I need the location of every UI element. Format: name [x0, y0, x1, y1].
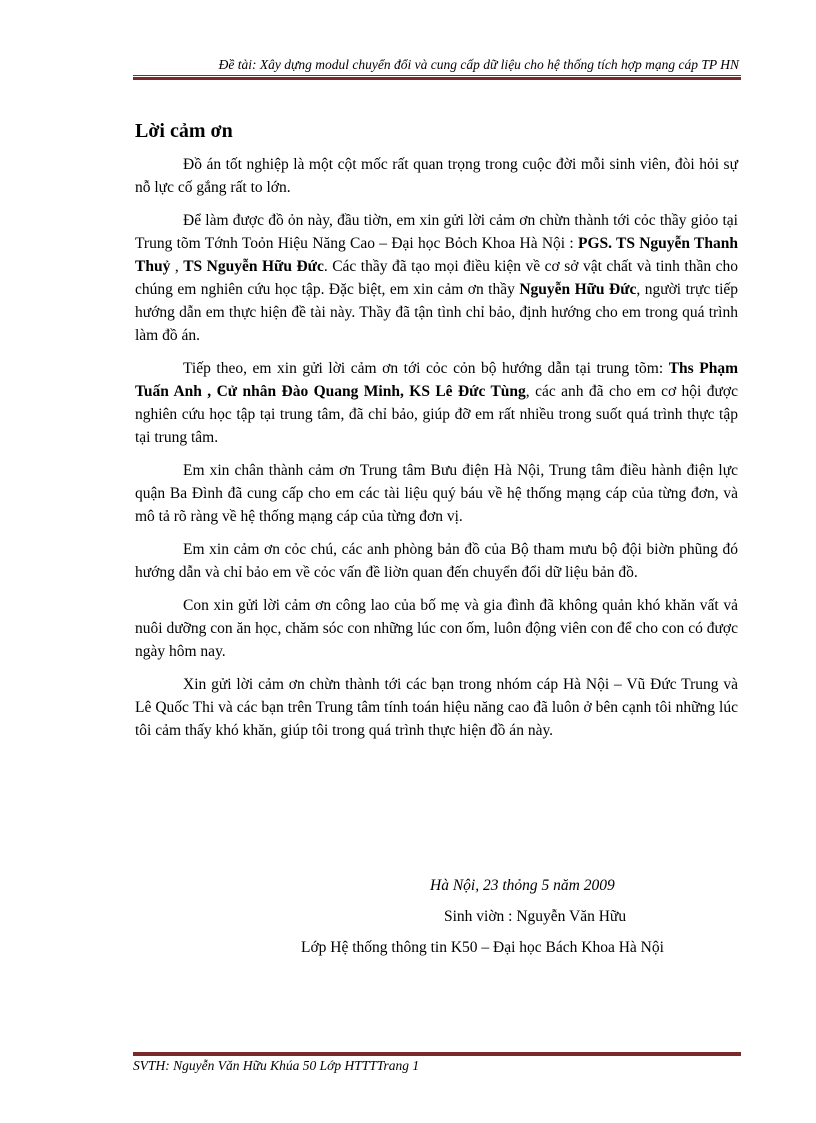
signature-student: Sinh viờn : Nguyễn Văn Hữu: [444, 908, 627, 925]
paragraph-2-text-a: Để làm được đồ ỏn này, đầu tiờn, em xin gửi lời cảm ơn chừn thành tới cỏc thầy giỏo tại Trung tõm Tớnh Toỏn Hiệu Năng Cao – Đại học Bỏch Khoa Hà Nội :: [135, 212, 738, 252]
page-footer: SVTH: Nguyễn Văn Hữu Khúa 50 Lớp HTTTTrang 1: [133, 1058, 420, 1073]
mentor-names: Ths Phạm Tuấn Anh , Cử nhân Đào Quang Minh, KS Lê Đức Tùng: [135, 360, 738, 400]
advisor-name-2: TS Nguyễn Hữu Đức: [183, 258, 324, 275]
paragraph-3-text-a: Tiếp theo, em xin gửi lời cảm ơn tới cỏc cỏn bộ hướng dẫn tại trung tõm:: [183, 360, 664, 377]
paragraph-2: [135, 209, 738, 347]
acknowledgement-body: [135, 153, 738, 752]
signature-date: Hà Nội, 23 thỏng 5 năm 2009: [430, 877, 615, 894]
paragraph-2-separator: ,: [170, 258, 184, 275]
section-title: Lời cảm ơn: [135, 120, 233, 142]
paragraph-4: Em xin chân thành cảm ơn Trung tâm Bưu điện Hà Nội, Trung tâm điều hành điện lực quận Ba Đình đã cung cấp cho em các tài liệu quý báu về hệ thống mạng cáp của từng đơn, và mô tả rõ ràng về hệ thống mạng cáp của từng đơn vị.: [135, 462, 738, 525]
advisor-name-3: Nguyễn Hữu Đức: [519, 281, 637, 298]
footer-rule: [133, 1051, 741, 1056]
paragraph-3: [135, 357, 738, 449]
paragraph-2-text-d: , người trực tiếp hướng dẫn em thực hiện đề tài này. Thầy đã tận tình chỉ bảo, định hướng cho em trong quá trình làm đồ án.: [135, 281, 739, 344]
advisor-name-1: PGS. TS Nguyễn Thanh Thuỷ: [135, 235, 739, 275]
paragraph-5: Em xin cảm ơn cỏc chú, các anh phòng bản đồ của Bộ tham mưu bộ đội biờn phũng đó hướng dẫn và chỉ bảo em về cỏc vấn đề liờn quan đến chuyển đổi dữ liệu bản đồ.: [135, 541, 738, 581]
header-rule: [133, 75, 741, 80]
page-header: Đề tài: Xây dựng modul chuyển đổi và cung cấp dữ liệu cho hệ thống tích hợp mạng cáp TP HN: [218, 57, 739, 72]
signature-class: Lớp Hệ thống thông tin K50 – Đại học Bách Khoa Hà Nội: [301, 939, 664, 956]
paragraph-7: Xin gửi lời cảm ơn chừn thành tới các bạn trong nhóm cáp Hà Nội – Vũ Đức Trung và Lê Quốc Thi và các bạn trên Trung tâm tính toán hiệu năng cao đã luôn ở bên cạnh tôi những lúc tôi cảm thấy khó khăn, giúp tôi trong quá trình thực hiện đồ án này.: [135, 676, 738, 739]
paragraph-2-text-c: . Các thầy đã tạo mọi điều kiện về cơ sở vật chất và tinh thần cho chúng em nghiên cứu học tập. Đặc biệt, em xin cảm ơn thầy: [135, 258, 738, 298]
paragraph-3-text-c: , các anh đã cho em cơ hội được nghiên cứu học tập tại trung tâm, đã chỉ bảo, giúp đỡ em rất nhiều trong suốt quá trình thực tập tại trung tâm.: [135, 383, 738, 446]
paragraph-6: Con xin gửi lời cảm ơn công lao của bố mẹ và gia đình đã không quản khó khăn vất vả nuôi dưỡng con ăn học, chăm sóc con những lúc con ốm, luôn động viên con để cho con có được ngày hôm nay.: [135, 597, 738, 660]
paragraph-1: Đồ án tốt nghiệp là một cột mốc rất quan trọng trong cuộc đời mỗi sinh viên, đòi hỏi sự nỗ lực cố gắng rất to lớn.: [135, 156, 738, 196]
